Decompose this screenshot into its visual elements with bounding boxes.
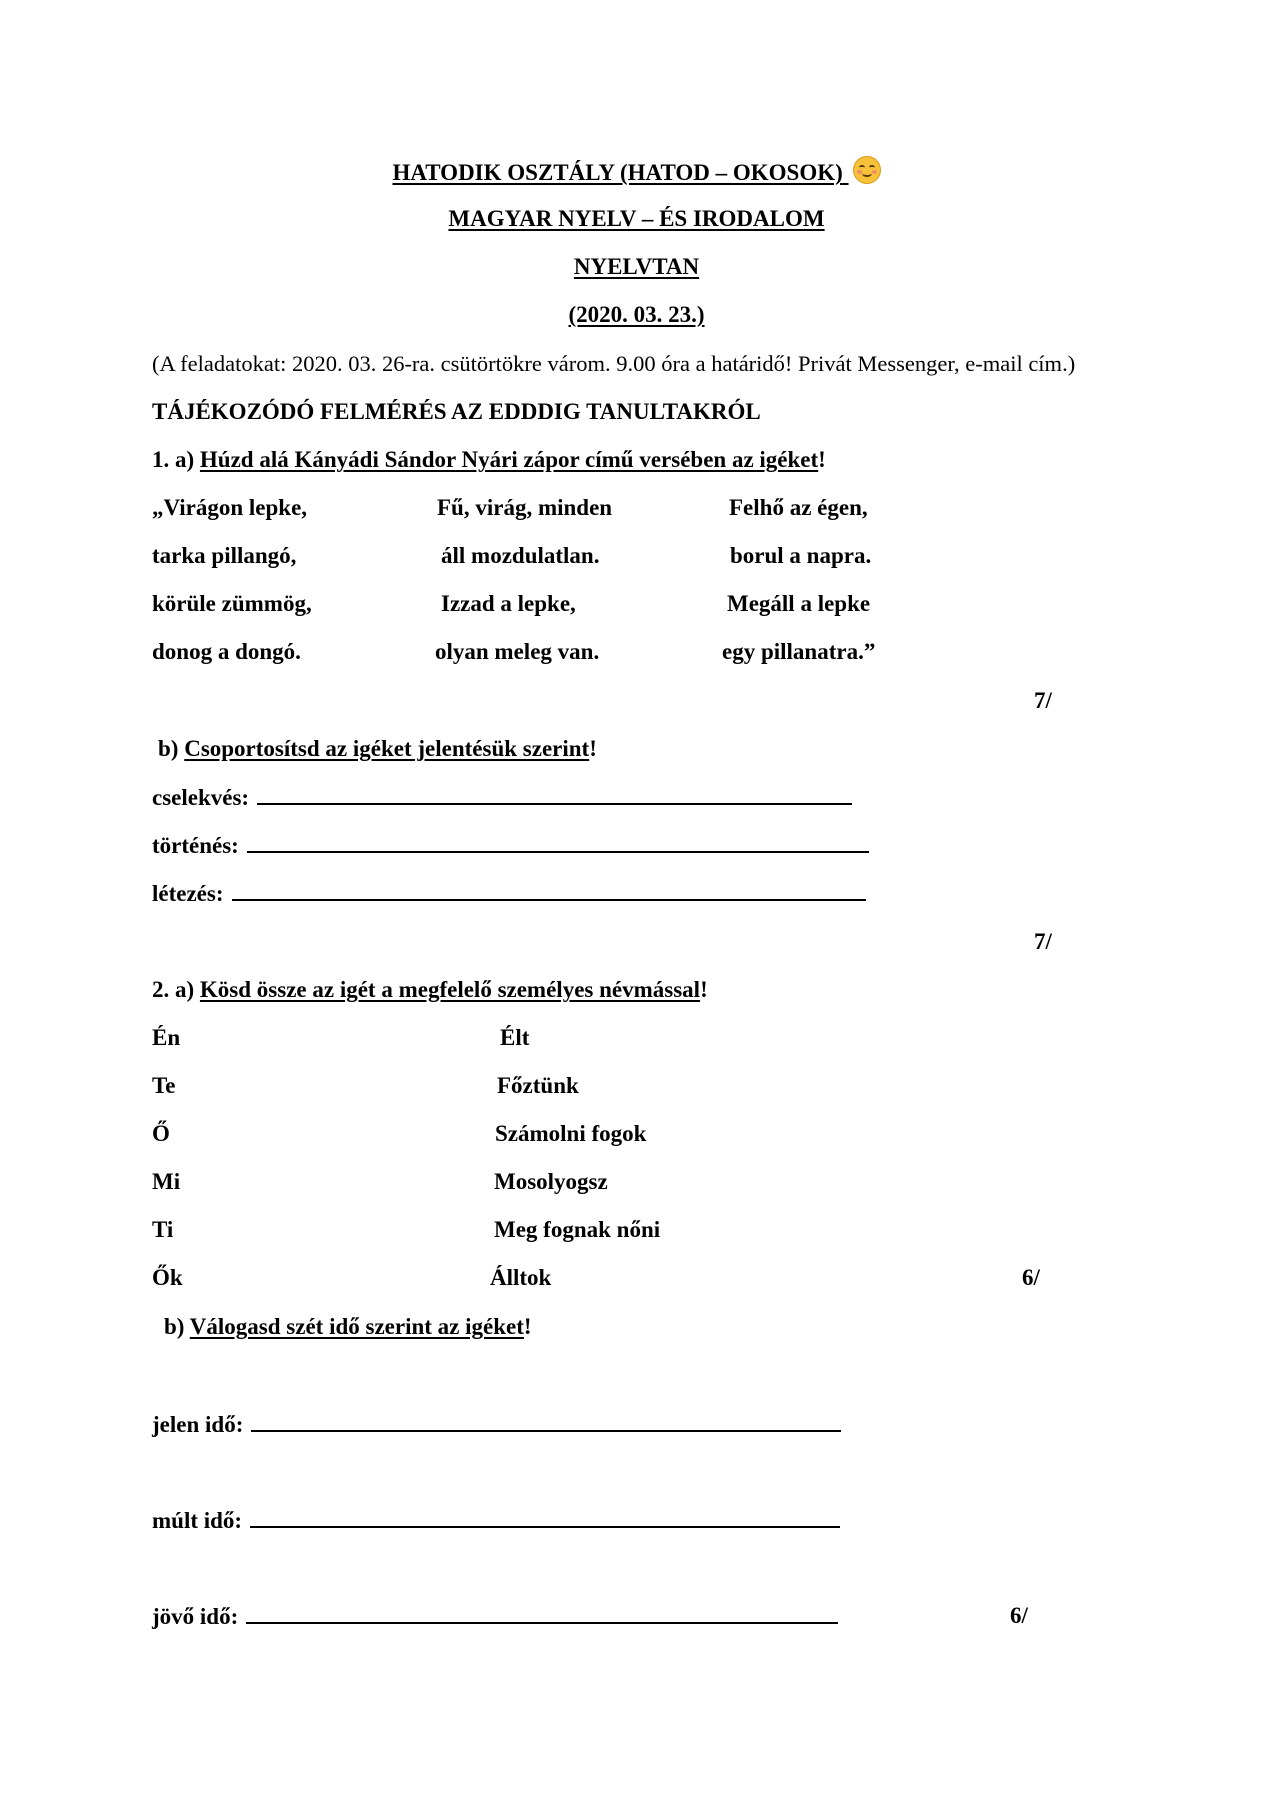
instructions-text: (A feladatokat: 2020. 03. 26-ra. csütörtökre várom. 9.00 óra a határidő! Privát Messenger, e-mail cím.) [152,351,1076,376]
field-label: múlt idő: [152,1508,243,1533]
title-line-3 [0,253,1273,281]
pronoun-item[interactable]: Ti [152,1217,174,1242]
topic-title: NYELVTAN [573,254,700,279]
poem-line: olyan meleg van. [435,639,600,664]
date-line [0,301,1273,329]
task-instruction: Válogasd szét idő szerint az igéket [189,1314,524,1339]
pronoun-item[interactable]: Mi [152,1169,181,1194]
field-label: jelen idő: [152,1412,244,1437]
punctuation: ! [818,447,826,472]
pronoun-item[interactable]: Ők [152,1265,183,1290]
task-2b-heading [164,1313,532,1341]
verb-item[interactable]: Álltok [490,1265,552,1290]
poem-line: tarka pillangó, [152,543,297,568]
task-1a-heading [152,446,826,474]
punctuation: ! [589,736,597,761]
section-title: TÁJÉKOZÓDÓ FELMÉRÉS AZ EDDDIG TANULTAKRÓL [152,399,761,424]
field-row-mult [152,1506,840,1535]
task-1b-heading [158,735,597,763]
date-text: (2020. 03. 23.) [568,302,705,327]
task-instruction: Csoportosítsd az igéket jelentésük szerint [184,736,590,761]
answer-line-cselekves[interactable] [257,783,852,805]
subject-title: MAGYAR NYELV – ÉS IRODALOM [448,206,825,231]
field-label: történés: [152,833,239,858]
task-2a-score: 6/ [1022,1265,1040,1290]
task-instruction: Kösd össze az igét a megfelelő személyes névmással [199,977,701,1002]
task-number: 1. a) [152,447,200,472]
pronoun-item[interactable]: Én [152,1025,181,1050]
verb-item[interactable]: Élt [500,1025,530,1050]
answer-line-jelen[interactable] [251,1410,841,1432]
poem-line: Felhő az égen, [729,495,868,520]
task-number: b) [158,736,185,761]
poem-line: „Virágon lepke, [152,495,308,520]
field-label: létezés: [152,881,224,906]
field-label: cselekvés: [152,785,250,810]
poem-line: áll mozdulatlan. [441,543,600,568]
punctuation: ! [700,977,708,1002]
pronoun-item[interactable]: Ő [152,1121,170,1146]
title-line-1 [0,156,1273,187]
verb-item[interactable]: Főztünk [497,1073,579,1098]
poem-line: Izzad a lepke, [441,591,576,616]
field-label: jövő idő: [152,1604,239,1629]
answer-line-tortenes[interactable] [247,831,869,853]
verb-item[interactable]: Számolni fogok [495,1121,647,1146]
field-row-letezes [152,879,866,908]
task-2b-score: 6/ [1010,1603,1028,1628]
field-row-tortenes [152,831,869,860]
task-1a-score: 7/ [1034,688,1052,713]
punctuation: ! [523,1314,532,1339]
field-row-jovo [152,1602,838,1631]
answer-line-jovo[interactable] [246,1602,838,1624]
field-row-cselekves [152,783,852,812]
task-number: b) [164,1314,190,1339]
verb-item[interactable]: Meg fognak nőni [494,1217,661,1242]
task-number: 2. a) [152,977,200,1002]
poem-line: Megáll a lepke [727,591,871,616]
poem-line: egy pillanatra.” [722,639,876,664]
poem-line: körüle zümmög, [152,591,312,616]
title-text: HATODIK OSZTÁLY (HATOD – OKOSOK) [392,160,843,185]
smiling-face-icon [853,156,881,184]
poem-line: donog a dongó. [152,639,301,664]
task-instruction: Húzd alá Kányádi Sándor Nyári zápor című versében az igéket [199,447,819,472]
verb-item[interactable]: Mosolyogsz [494,1169,608,1194]
title-line-2 [0,205,1273,233]
poem-line: borul a napra. [730,543,872,568]
task-2a-heading [152,976,708,1004]
task-1b-score: 7/ [1034,929,1052,954]
pronoun-item[interactable]: Te [152,1073,176,1098]
answer-line-letezes[interactable] [232,879,866,901]
poem-line: Fű, virág, minden [437,495,613,520]
answer-line-mult[interactable] [250,1506,840,1528]
field-row-jelen [152,1410,841,1439]
